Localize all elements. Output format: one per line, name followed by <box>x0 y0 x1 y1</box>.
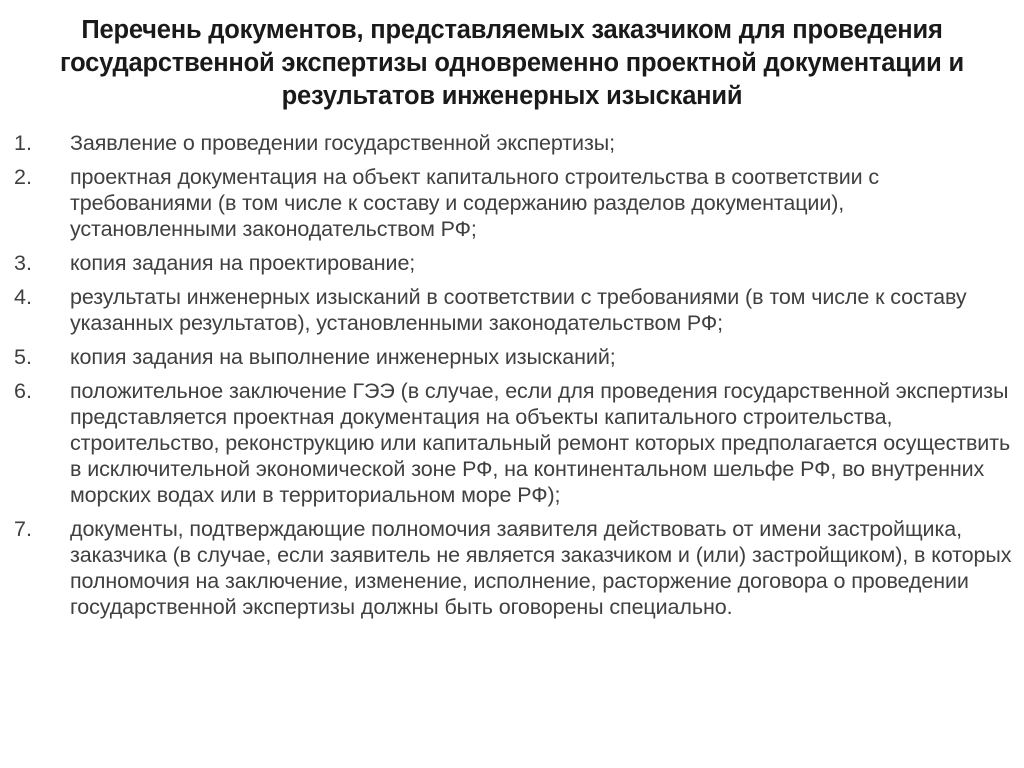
list-item <box>14 284 1014 336</box>
list-item-number: 7. <box>14 517 32 541</box>
list-item-number: 4. <box>14 285 32 309</box>
list-item <box>14 344 1014 370</box>
list-item <box>14 130 1014 156</box>
page-title: Перечень документов, представляемых заказчиком для проведения государственной экспертизы одновременно проектной документации и результатов инженерных изысканий <box>60 16 964 110</box>
list-item-number: 5. <box>14 345 32 369</box>
list-item <box>14 164 1014 242</box>
list-item-number: 3. <box>14 251 32 275</box>
list-item-text: копия задания на выполнение инженерных изысканий; <box>70 345 616 369</box>
list-item-text: положительное заключение ГЭЭ (в случае, если для проведения государственной экспертизы представляется проектная документация на объекты капитального строительства, строительство, реконструкцию или капитальный ремонт которых предполагается осуществить в исключительной экономической зоне РФ, на континентальном шельфе РФ, во внутренних морских водах или в территориальном море РФ); <box>70 379 1011 507</box>
list-item <box>14 378 1014 508</box>
list-item <box>14 250 1014 276</box>
documents-list <box>14 130 1014 628</box>
list-item-text: документы, подтверждающие полномочия заявителя действовать от имени застройщика, заказчика (в случае, если заявитель не является заказчиком и (или) застройщиком), в которых полномочия на заключение, изменение, исполнение, расторжение договора о проведении государственной экспертизы должны быть оговорены специально. <box>70 517 1012 619</box>
list-item-number: 1. <box>14 131 32 155</box>
list-item <box>14 516 1014 620</box>
list-item-text: копия задания на проектирование; <box>70 251 416 275</box>
list-item-number: 2. <box>14 165 32 189</box>
list-item-text: результаты инженерных изысканий в соответствии с требованиями (в том числе к составу указанных результатов), установленными законодательством РФ; <box>70 285 967 335</box>
list-item-number: 6. <box>14 379 32 403</box>
list-item-text: Заявление о проведении государственной экспертизы; <box>70 131 615 155</box>
list-item-text: проектная документация на объект капитального строительства в соответствии с требованиями (в том числе к составу и содержанию разделов документации), установленными законодательством РФ; <box>70 165 880 241</box>
